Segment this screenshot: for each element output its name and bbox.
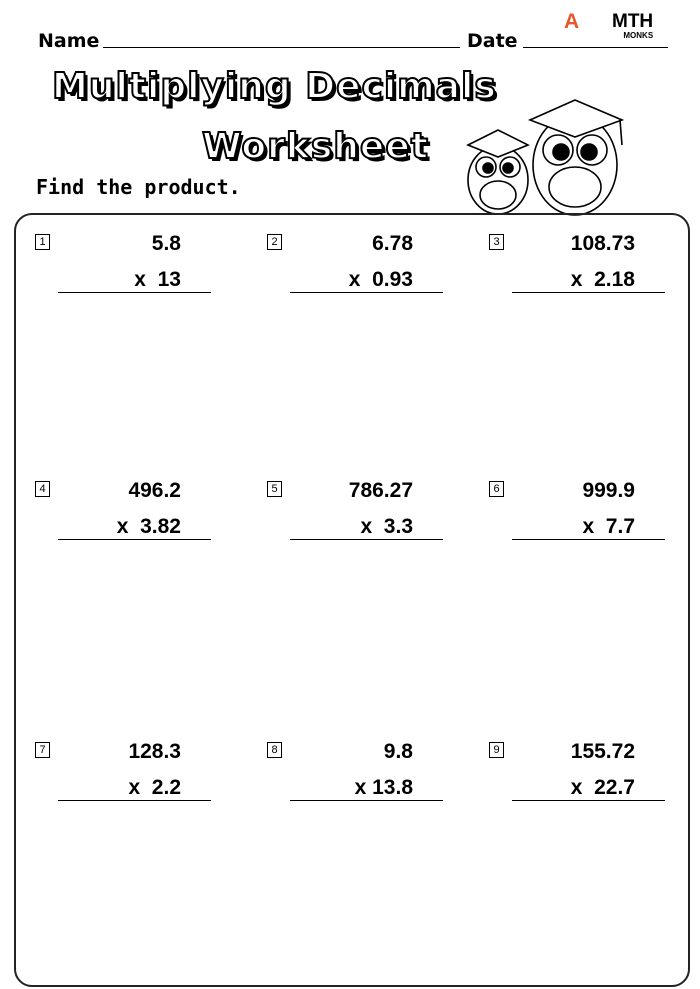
math-monks-logo <box>563 10 654 40</box>
date-label: Date <box>467 30 518 52</box>
multiplicand: 6.78 <box>372 232 413 255</box>
answer-line[interactable] <box>512 800 665 801</box>
problem-number: 7 <box>35 742 50 758</box>
title-line-2: Worksheet <box>202 126 429 167</box>
answer-line[interactable] <box>58 539 211 540</box>
problem-number: 9 <box>489 742 504 758</box>
multiplier: x 7.7 <box>582 515 635 538</box>
problem-number: 3 <box>489 234 504 250</box>
multiplicand: 155.72 <box>570 740 635 763</box>
multiplier: x 3.82 <box>116 515 181 538</box>
multiplier: x 13.8 <box>354 776 413 799</box>
answer-line[interactable] <box>512 539 665 540</box>
problem-8 <box>267 740 487 840</box>
multiplier: x 2.18 <box>570 268 635 291</box>
multiplicand: 9.8 <box>383 740 413 763</box>
multiplier: x 13 <box>134 268 181 291</box>
multiplier: x 3.3 <box>360 515 413 538</box>
problem-number: 5 <box>267 481 282 497</box>
multiplicand: 5.8 <box>151 232 181 255</box>
multiplier: x 2.2 <box>128 776 181 799</box>
problem-6 <box>489 479 700 579</box>
multiplier: x 0.93 <box>348 268 413 291</box>
multiplicand: 496.2 <box>128 479 181 502</box>
problem-2 <box>267 232 487 332</box>
answer-line[interactable] <box>58 800 211 801</box>
multiplicand: 108.73 <box>570 232 635 255</box>
multiplicand: 128.3 <box>128 740 181 763</box>
logo-a: A <box>563 10 580 33</box>
title-line-1: Multiplying Decimals <box>52 66 497 107</box>
owls-illustration-icon <box>450 95 640 220</box>
name-field[interactable] <box>103 47 460 48</box>
problem-5 <box>267 479 487 579</box>
answer-line[interactable] <box>290 292 443 293</box>
answer-line[interactable] <box>290 800 443 801</box>
logo-monks: MONKS <box>623 31 654 40</box>
answer-line[interactable] <box>290 539 443 540</box>
multiplicand: 786.27 <box>348 479 413 502</box>
problem-number: 4 <box>35 481 50 497</box>
answer-line[interactable] <box>58 292 211 293</box>
problem-4 <box>35 479 255 579</box>
logo-m: M <box>612 11 628 32</box>
problem-number: 8 <box>267 742 282 758</box>
multiplicand: 999.9 <box>582 479 635 502</box>
instruction: Find the product. <box>36 175 241 199</box>
problem-3 <box>489 232 700 332</box>
multiplier: x 22.7 <box>570 776 635 799</box>
problem-number: 1 <box>35 234 50 250</box>
problem-9 <box>489 740 700 840</box>
date-field[interactable] <box>523 47 668 48</box>
problem-7 <box>35 740 255 840</box>
answer-line[interactable] <box>512 292 665 293</box>
problem-number: 2 <box>267 234 282 250</box>
problem-number: 6 <box>489 481 504 497</box>
logo-th: TH <box>627 11 654 32</box>
problem-1 <box>35 232 255 332</box>
name-label: Name <box>38 30 100 52</box>
